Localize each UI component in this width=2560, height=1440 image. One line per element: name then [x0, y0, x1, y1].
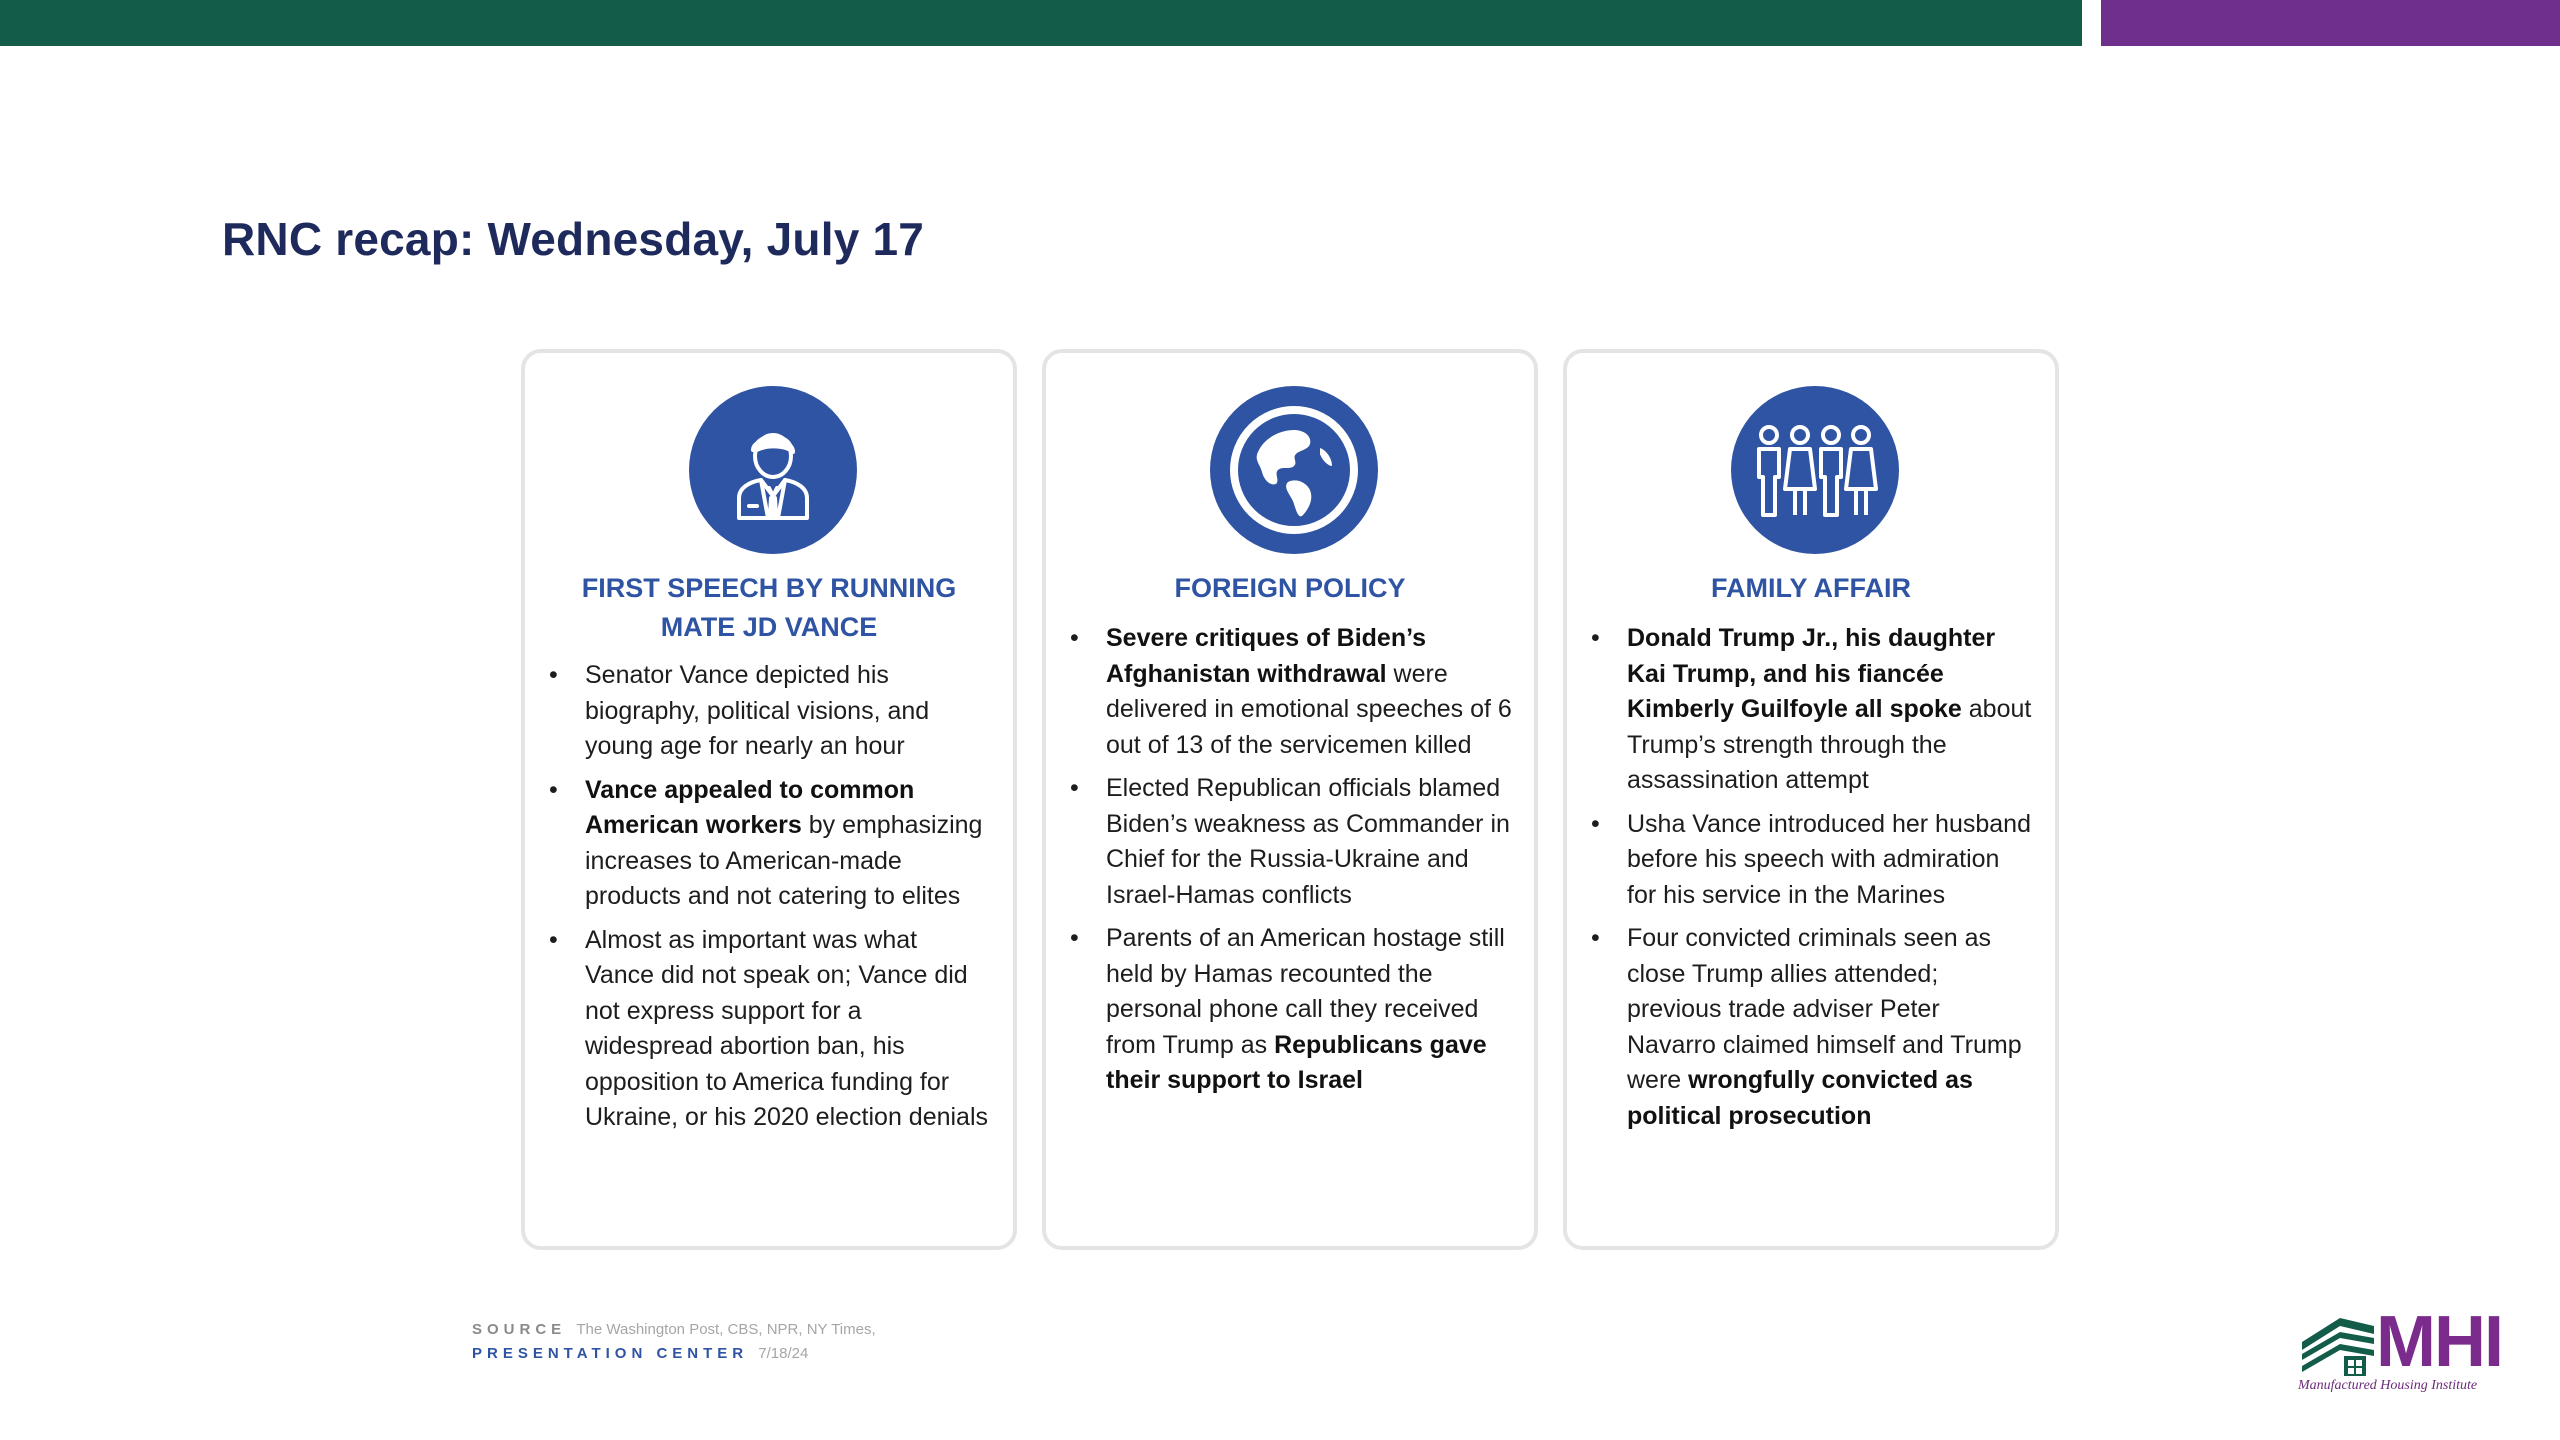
bullet-bold-text: Republicans gave their support to Israel [1106, 1030, 1487, 1094]
house-stripes-icon [2300, 1312, 2376, 1378]
card-heading: FOREIGN POLICY [1174, 573, 1406, 603]
page-title: RNC recap: Wednesday, July 17 [222, 213, 925, 265]
source-label: SOURCE [472, 1321, 567, 1338]
logo-subtitle: Manufactured Housing Institute [2298, 1378, 2478, 1393]
bullet-text: Usha Vance introduced her husband before his speech with admiration for his service in the Marines [1627, 809, 2031, 909]
bullet-list [1567, 621, 2035, 1142]
bullet-item [1567, 621, 2035, 799]
presentation-center-label: PRESENTATION CENTER [472, 1345, 749, 1362]
bullet-item [1046, 771, 1514, 913]
bullet-item [525, 923, 993, 1136]
bullet-text: Senator Vance depicted his biography, political visions, and young age for nearly an hour [585, 661, 930, 760]
card-family-affair [1563, 349, 2059, 1250]
bullet-text: Elected Republican officials blamed Biden’s weakness as Commander in Chief for the Russia-Ukraine and Israel-Hamas conflicts [1106, 774, 1510, 909]
bullet-bold-text: wrongfully convicted as political prosecution [1627, 1066, 1973, 1130]
mhi-logo [2296, 1302, 2522, 1402]
bullet-item [1046, 921, 1514, 1099]
bullet-text: Four convicted criminals seen as close Trump allies attended; previous trade adviser Peter Navarro claimed himself and Trump were [1627, 924, 2022, 1094]
bullet-item [1046, 621, 1514, 763]
bullet-text: Parents of an American hostage still held by Hamas recounted the personal phone call they received from Trump as [1106, 924, 1505, 1059]
globe-icon [1210, 386, 1378, 554]
top-green-bar [0, 0, 2082, 46]
family-icon [1731, 386, 1899, 554]
source-footer [472, 1318, 876, 1366]
footer-date: 7/18/24 [758, 1345, 809, 1362]
card-jd-vance [521, 349, 1017, 1250]
bullet-item [1567, 921, 2035, 1134]
bullet-text: about Trump’s strength through the assassination attempt [1627, 695, 2032, 794]
logo-text: MHI [2376, 1302, 2502, 1382]
bullet-item [525, 773, 993, 915]
bullet-text: were delivered in emotional speeches of 6 out of 13 of the servicemen killed [1106, 659, 1512, 759]
bullet-list [525, 658, 993, 1144]
card-heading: FAMILY AFFAIR [1710, 573, 1912, 603]
source-text: The Washington Post, CBS, NPR, NY Times, [576, 1321, 876, 1338]
bullet-item [525, 658, 993, 765]
bullet-bold-text: Donald Trump Jr., his daughter Kai Trump, and his fiancée Kimberly Guilfoyle all spoke [1627, 624, 1996, 723]
bullet-text: by emphasizing increases to American-made products and not catering to elites [585, 811, 983, 910]
bullet-bold-text: Vance appealed to common American workers [585, 775, 915, 839]
bullet-text: Almost as important was what Vance did not speak on; Vance did not express support for a widespread abortion ban, his opposition to America funding for Ukraine, or his 2020 election denials [585, 925, 989, 1131]
top-purple-bar [2101, 0, 2560, 46]
bullet-item [1567, 807, 2035, 914]
card-heading: FIRST SPEECH BY RUNNING MATE JD VANCE [581, 573, 957, 642]
bullet-list [1046, 621, 1514, 1107]
card-foreign-policy [1042, 349, 1538, 1250]
bullet-bold-text: Severe critiques of Biden’s Afghanistan withdrawal [1106, 624, 1427, 688]
person-icon [689, 386, 857, 554]
